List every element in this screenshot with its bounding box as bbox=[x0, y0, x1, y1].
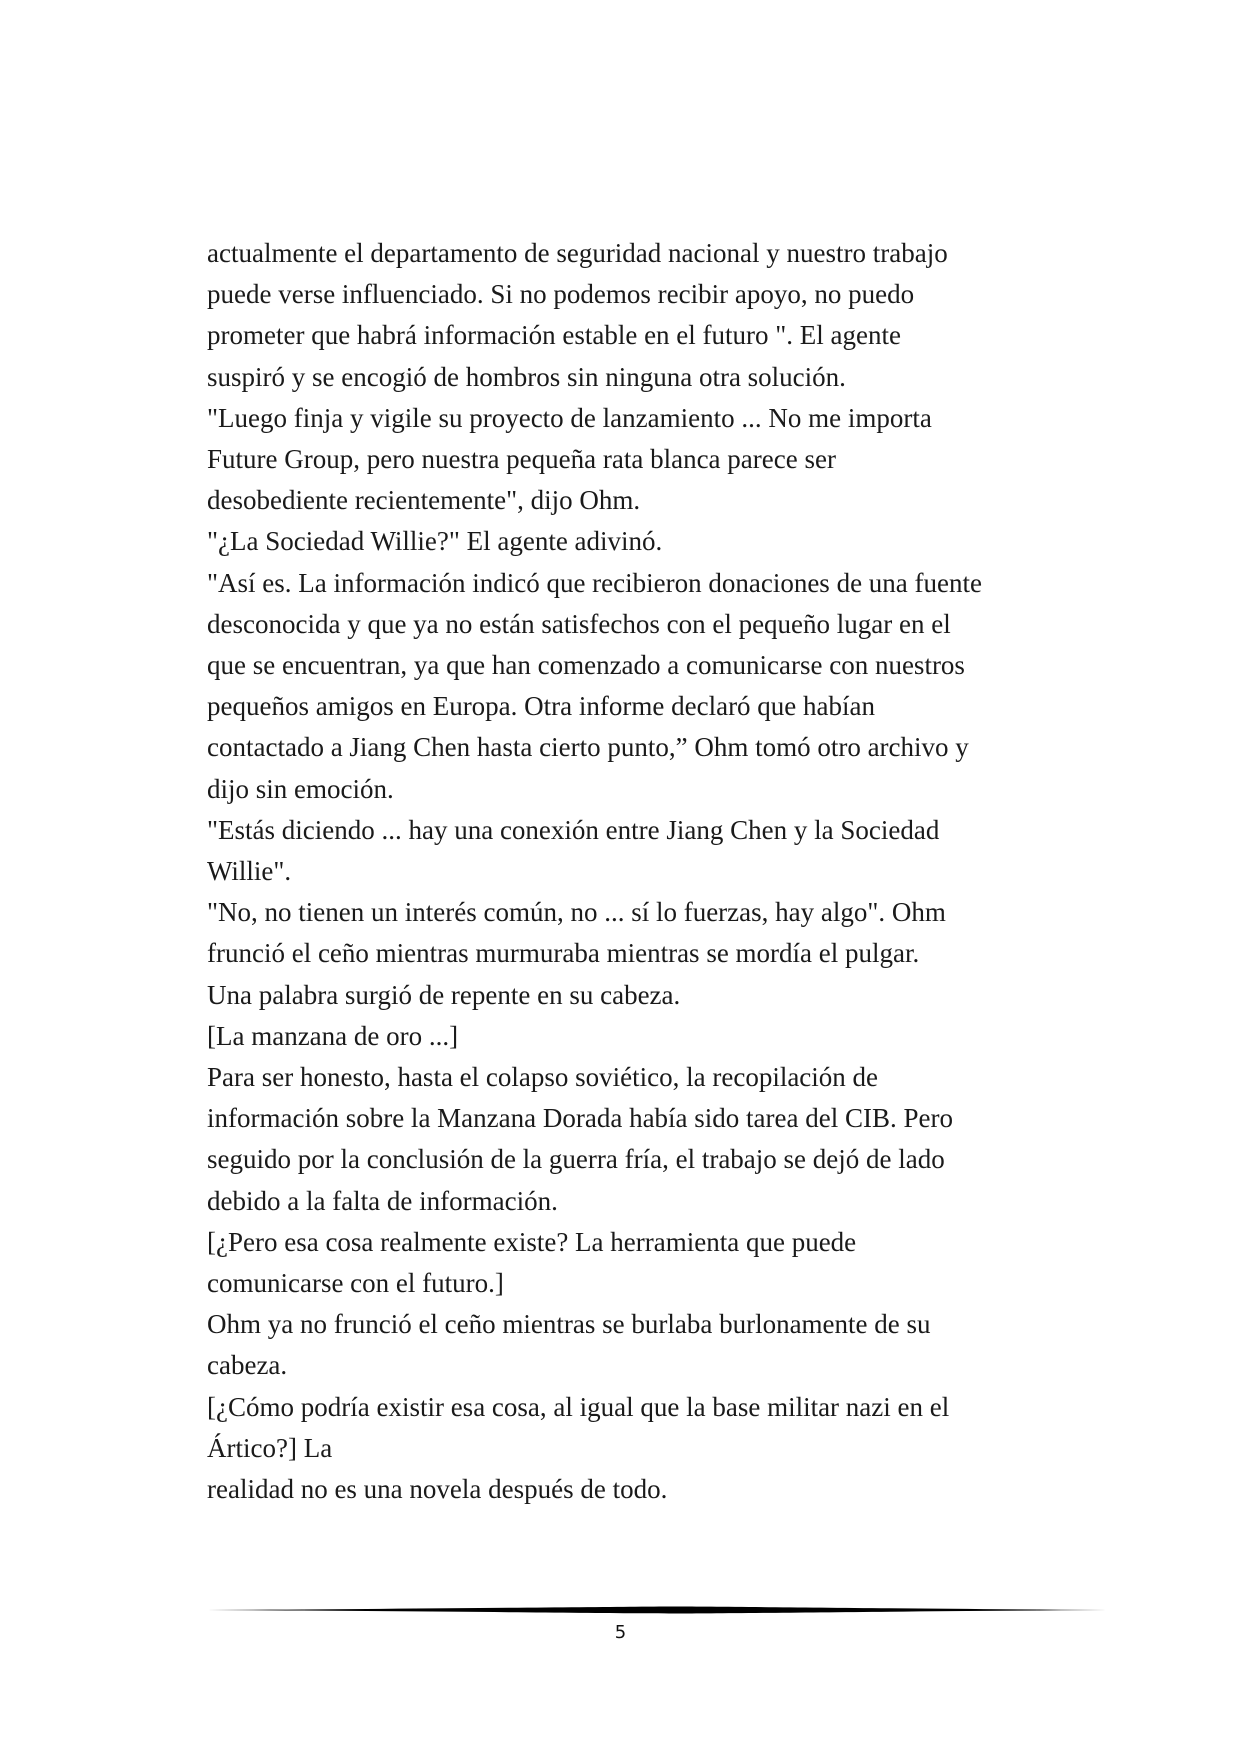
text-line: desconocida y que ya no están satisfechos con el pequeño lugar en el bbox=[207, 608, 951, 639]
text-line: comunicarse con el futuro.] bbox=[207, 1268, 504, 1299]
text-line: dijo sin emoción. bbox=[207, 773, 394, 804]
text-line: que se encuentran, ya que han comenzado a comunicarse con nuestros bbox=[207, 650, 965, 681]
text-line: [¿Pero esa cosa realmente existe? La herramienta que puede bbox=[207, 1226, 857, 1257]
text-line: suspiró y se encogió de hombros sin ninguna otra solución. bbox=[207, 361, 846, 392]
text-line: frunció el ceño mientras murmuraba mientras se mordía el pulgar. bbox=[207, 938, 920, 969]
text-line: "Estás diciendo ... hay una conexión entre Jiang Chen y la Sociedad bbox=[207, 814, 940, 845]
text-line: prometer que habrá información estable en el futuro ". El agente bbox=[207, 320, 901, 351]
text-line: "Luego finja y vigile su proyecto de lanzamiento ... No me importa bbox=[207, 402, 932, 433]
text-line: Una palabra surgió de repente en su cabeza. bbox=[207, 979, 681, 1010]
text-line: pequeños amigos en Europa. Otra informe declaró que habían bbox=[207, 691, 876, 722]
footer-rule bbox=[207, 1605, 1107, 1615]
text-line: "¿La Sociedad Willie?" El agente adivinó. bbox=[207, 526, 663, 557]
text-line: realidad no es una novela después de todo. bbox=[207, 1474, 668, 1505]
text-line: debido a la falta de información. bbox=[207, 1185, 558, 1216]
text-line: Future Group, pero nuestra pequeña rata blanca parece ser bbox=[207, 444, 836, 475]
page-number: 5 bbox=[614, 1622, 627, 1643]
text-line: puede verse influenciado. Si no podemos recibir apoyo, no puedo bbox=[207, 279, 915, 310]
text-line: actualmente el departamento de seguridad nacional y nuestro trabajo bbox=[207, 238, 948, 268]
text-line: "Así es. La información indicó que recibieron donaciones de una fuente bbox=[207, 567, 982, 598]
text-line: seguido por la conclusión de la guerra fría, el trabajo se dejó de lado bbox=[207, 1144, 945, 1175]
text-line: Para ser honesto, hasta el colapso soviético, la recopilación de bbox=[207, 1062, 879, 1093]
text-line: cabeza. bbox=[207, 1350, 288, 1381]
text-line: [¿Cómo podría existir esa cosa, al igual que la base militar nazi en el bbox=[207, 1391, 950, 1422]
text-line: desobediente recientemente", dijo Ohm. bbox=[207, 485, 641, 516]
text-line: información sobre la Manzana Dorada había sido tarea del CIB. Pero bbox=[207, 1103, 953, 1134]
text-line: [La manzana de oro ...] bbox=[207, 1020, 459, 1051]
text-line: contactado a Jiang Chen hasta cierto punto,” Ohm tomó otro archivo y bbox=[207, 732, 969, 763]
text-line: Ártico?] La bbox=[207, 1432, 333, 1463]
text-line: Willie". bbox=[207, 856, 292, 887]
text-line: "No, no tienen un interés común, no ... sí lo fuerzas, hay algo". Ohm bbox=[207, 897, 946, 928]
body-text bbox=[207, 233, 1077, 1510]
text-line: Ohm ya no frunció el ceño mientras se burlaba burlonamente de su bbox=[207, 1309, 931, 1340]
